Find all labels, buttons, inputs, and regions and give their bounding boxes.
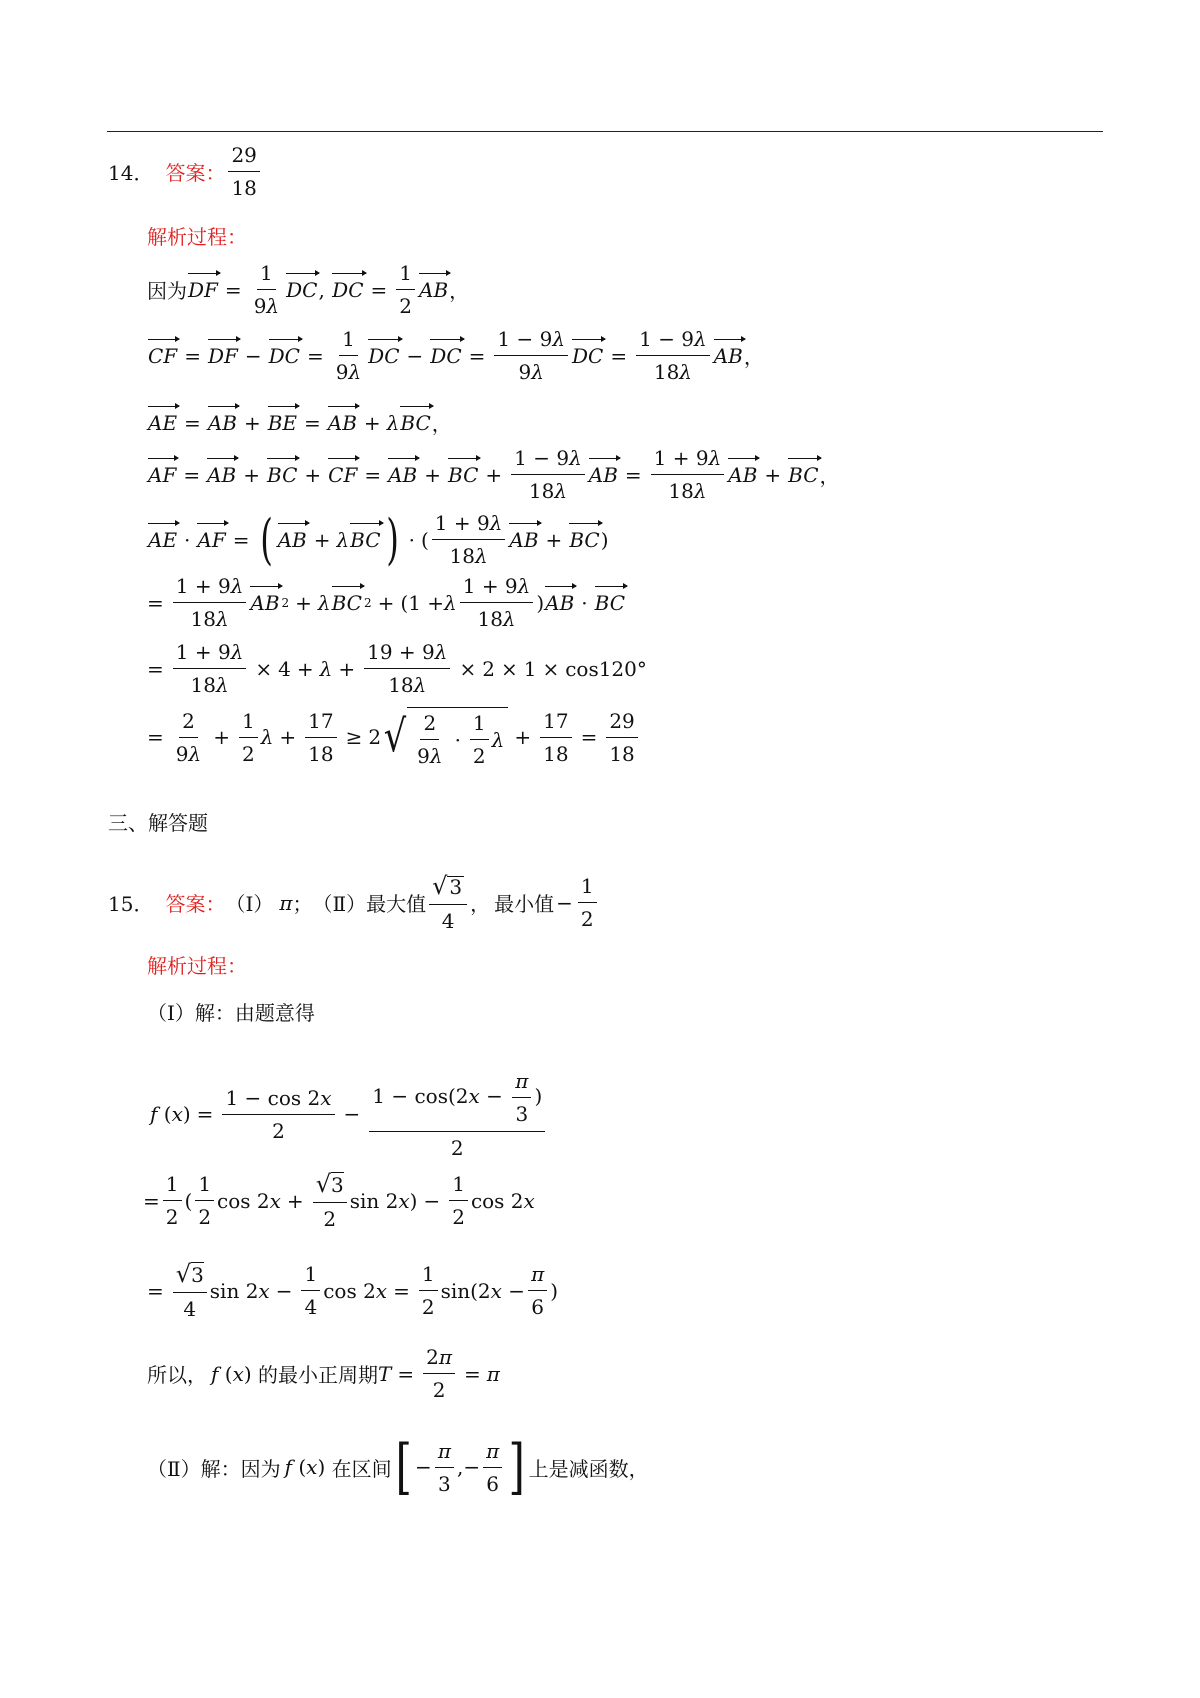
q14-analysis-label: 解析过程： — [147, 225, 247, 249]
q15-eq-1: f ( x ) = $\frac{1 - \cos 2x}{2}$ − 1 − cos(2x − $\frac{\pi}{3}$ ) 2 — [150, 1069, 548, 1159]
q15-answer-line: 15． 答案： （Ⅰ） π ； （Ⅱ） 最大值 √ 3 4 ， 最小值 − $\frac{1}{2}$ — [108, 873, 600, 932]
q15-max-label: 最大值 — [366, 892, 427, 916]
q14-answer-num: 29 — [228, 144, 259, 172]
q15-interval-text: 在区间 — [331, 1456, 392, 1481]
q14-number: 14． — [108, 161, 154, 185]
q14-answer-line — [108, 144, 263, 199]
q15-number: 15． — [108, 892, 154, 916]
q15-sep: ； — [292, 892, 313, 916]
q15-part1-intro: （Ⅰ）解：由题意得 — [147, 1001, 315, 1025]
q15-period-text: 的最小正周期 — [258, 1363, 379, 1387]
q15-eq-2: = $\frac{1}{2}$ ( $\frac{1}{2}$ cos 2x + $\frac{√3}{2}$ sin 2x) − $\frac{1}{2}$ cos 2x — [143, 1170, 535, 1231]
q14-comma-1: ， — [449, 279, 470, 303]
q14-step-7: = $\frac{1 + 9\lambda}{18\lambda}$ × 4 + λ + $\frac{19 + 9\lambda}{18\lambda}$ × 2 × 1 × cos120° — [147, 640, 647, 697]
q14-step-8: = $\frac{2}{9\lambda}$ + $\frac{1}{2}$ λ + $\frac{17}{18}$ ≥ 2 √ $\frac{2}{9\lambda}$ · $\frac{1}{2}$ λ + $\frac{17}{18}$ = $\frac{29}{18}$ — [147, 707, 641, 767]
q14-step-5: AE · AF = ( AB + λ BC ) · ( $\frac{1 + 9\lambda}{18\lambda}$ AB + BC ) — [148, 507, 609, 571]
q15-part2-intro: （Ⅱ）解：因为 — [147, 1456, 281, 1481]
section-3-title: 三、解答题 — [108, 811, 208, 835]
q15-part2: （Ⅱ） — [312, 892, 367, 916]
q14-step-1: 因为 DF = $\frac{1}{9\lambda}$ DC , DC = $\frac{1}{2}$ AB ， — [147, 261, 470, 318]
q15-min-label: 最小值 — [494, 892, 555, 916]
q15-period-line: 所以， f ( x ) 的最小正周期 T = $\frac{2\pi}{2}$ = π — [147, 1345, 500, 1402]
q14-answer-fraction — [228, 144, 259, 199]
q15-max-fraction: √ 3 4 — [429, 873, 467, 932]
q14-step-4: AF = AB + BC + CF = AB + BC + $\frac{1 - 9\lambda}{18\lambda}$ AB = $\frac{1 + 9\lambda}{18\lambda}$ AB + BC ， — [148, 446, 840, 503]
q15-pi: π — [279, 890, 293, 915]
q15-comma: ， — [470, 892, 491, 916]
q15-answer-label: 答案： — [165, 892, 226, 916]
q14-step-6: = $\frac{1 + 9\lambda}{18\lambda}$ AB 2 + λ BC 2 + (1 + λ $\frac{1 + 9\lambda}{18\lambda}$ ) AB · BC — [147, 574, 626, 631]
q15-analysis-label: 解析过程： — [147, 954, 247, 978]
q15-part2-line: （Ⅱ）解：因为 f ( x ) 在区间 [ − $\frac{\pi}{3}$ , − $\frac{\pi}{6}$ ] 上是减函数， — [147, 1432, 649, 1502]
q15-so-text: 所以， — [147, 1363, 207, 1387]
q15-min-fraction: $\frac{1}{2}$ — [578, 875, 597, 930]
q15-eq-3: = $\frac{√3}{4}$ sin 2x − $\frac{1}{4}$ cos 2x = $\frac{1}{2}$ sin(2x − $\frac{\pi}{6}$ ) — [147, 1260, 559, 1321]
q15-decreasing-text: 上是减函数， — [528, 1456, 649, 1481]
q15-part1: （Ⅰ） — [225, 892, 274, 916]
q14-step-3: AE = AB + BE = AB + λ BC ， — [148, 410, 452, 436]
q14-answer-label: 答案： — [165, 161, 226, 185]
q14-because: 因为 — [147, 279, 187, 303]
q14-answer-den: 18 — [231, 176, 257, 200]
header-rule — [107, 131, 1103, 132]
q14-step-2: CF = DF − DC = $\frac{1}{9\lambda}$ DC − DC = $\frac{1 - 9\lambda}{9\lambda}$ DC = $\frac{1 - 9\lambda}{18\lambda}$ AB ， — [148, 327, 764, 384]
